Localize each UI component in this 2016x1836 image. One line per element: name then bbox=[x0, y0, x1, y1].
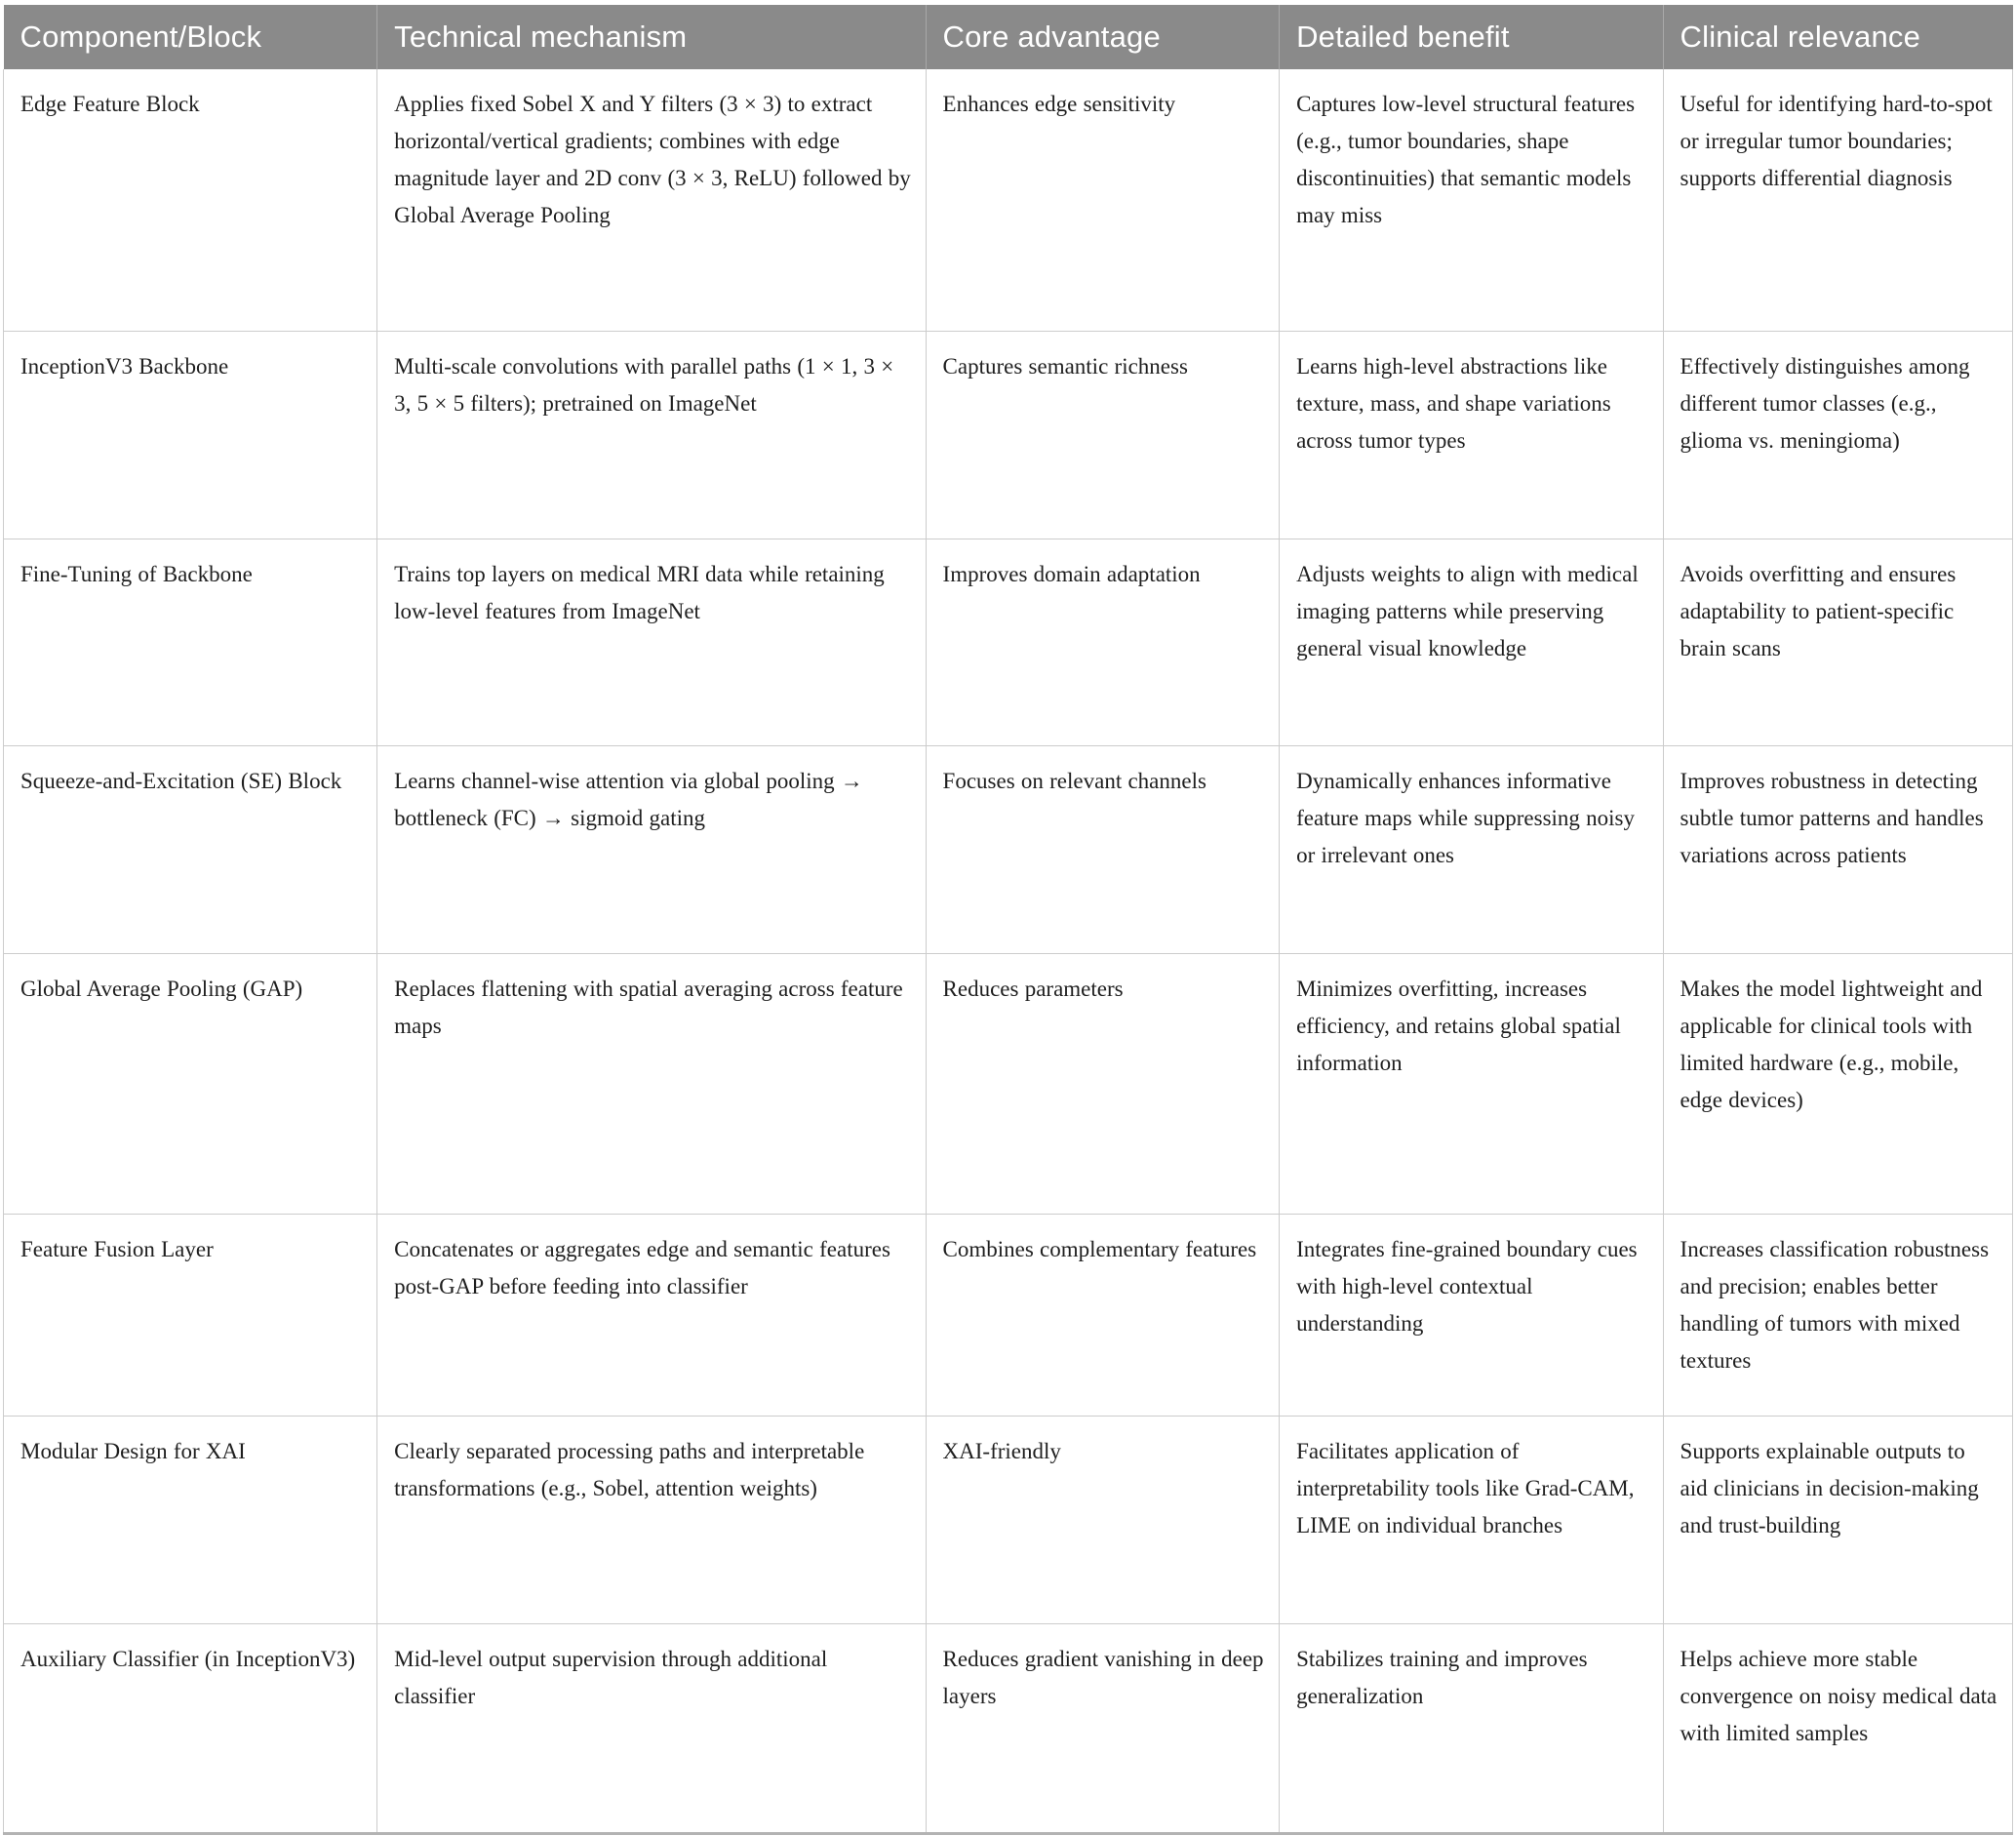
cell-relevance: Useful for identifying hard-to-spot or irregular tumor boundaries; supports differential diagnosis bbox=[1663, 69, 2012, 331]
cell-mechanism: Mid-level output supervision through additional classifier bbox=[377, 1623, 926, 1833]
cell-relevance: Increases classification robustness and precision; enables better handling of tumors with mixed textures bbox=[1663, 1214, 2012, 1416]
table-row bbox=[4, 953, 2013, 1214]
cell-benefit: Dynamically enhances informative feature maps while suppressing noisy or irrelevant ones bbox=[1280, 745, 1663, 953]
cell-advantage: Enhances edge sensitivity bbox=[926, 69, 1280, 331]
column-header-mechanism: Technical mechanism bbox=[377, 5, 926, 69]
cell-relevance: Supports explainable outputs to aid clinicians in decision-making and trust-building bbox=[1663, 1416, 2012, 1623]
cell-benefit: Learns high-level abstractions like texture, mass, and shape variations across tumor types bbox=[1280, 331, 1663, 539]
header-row bbox=[4, 5, 2013, 69]
cell-advantage: XAI-friendly bbox=[926, 1416, 1280, 1623]
table-row bbox=[4, 1214, 2013, 1416]
cell-advantage: Focuses on relevant channels bbox=[926, 745, 1280, 953]
cell-mechanism: Clearly separated processing paths and interpretable transformations (e.g., Sobel, attention weights) bbox=[377, 1416, 926, 1623]
cell-mechanism: Replaces flattening with spatial averaging across feature maps bbox=[377, 953, 926, 1214]
cell-mechanism: Multi-scale convolutions with parallel paths (1 × 1, 3 × 3, 5 × 5 filters); pretrained on ImageNet bbox=[377, 331, 926, 539]
table-row bbox=[4, 539, 2013, 745]
cell-benefit: Adjusts weights to align with medical imaging patterns while preserving general visual knowledge bbox=[1280, 539, 1663, 745]
table-header bbox=[4, 5, 2013, 69]
cell-advantage: Improves domain adaptation bbox=[926, 539, 1280, 745]
cell-component: InceptionV3 Backbone bbox=[4, 331, 377, 539]
table-row bbox=[4, 745, 2013, 953]
cell-component: Global Average Pooling (GAP) bbox=[4, 953, 377, 1214]
cell-advantage: Reduces parameters bbox=[926, 953, 1280, 1214]
cell-benefit: Facilitates application of interpretability tools like Grad-CAM, LIME on individual branches bbox=[1280, 1416, 1663, 1623]
cell-component: Modular Design for XAI bbox=[4, 1416, 377, 1623]
cell-benefit: Stabilizes training and improves generalization bbox=[1280, 1623, 1663, 1833]
cell-mechanism: Trains top layers on medical MRI data while retaining low-level features from ImageNet bbox=[377, 539, 926, 745]
cell-component: Squeeze-and-Excitation (SE) Block bbox=[4, 745, 377, 953]
table-row bbox=[4, 1623, 2013, 1833]
cell-component: Auxiliary Classifier (in InceptionV3) bbox=[4, 1623, 377, 1833]
table-body bbox=[4, 69, 2013, 1833]
cell-mechanism: Learns channel-wise attention via global pooling → bottleneck (FC) → sigmoid gating bbox=[377, 745, 926, 953]
cell-benefit: Captures low-level structural features (e.g., tumor boundaries, shape discontinuities) that semantic models may miss bbox=[1280, 69, 1663, 331]
cell-relevance: Makes the model lightweight and applicable for clinical tools with limited hardware (e.g., mobile, edge devices) bbox=[1663, 953, 2012, 1214]
table-row bbox=[4, 1416, 2013, 1623]
cell-advantage: Captures semantic richness bbox=[926, 331, 1280, 539]
column-header-benefit: Detailed benefit bbox=[1280, 5, 1663, 69]
cell-benefit: Integrates fine-grained boundary cues with high-level contextual understanding bbox=[1280, 1214, 1663, 1416]
cell-relevance: Avoids overfitting and ensures adaptability to patient-specific brain scans bbox=[1663, 539, 2012, 745]
model-components-table bbox=[3, 5, 2013, 1835]
table-row bbox=[4, 69, 2013, 331]
column-header-component: Component/Block bbox=[4, 5, 377, 69]
cell-benefit: Minimizes overfitting, increases efficiency, and retains global spatial information bbox=[1280, 953, 1663, 1214]
table-row bbox=[4, 331, 2013, 539]
column-header-relevance: Clinical relevance bbox=[1663, 5, 2012, 69]
cell-advantage: Reduces gradient vanishing in deep layers bbox=[926, 1623, 1280, 1833]
column-header-advantage: Core advantage bbox=[926, 5, 1280, 69]
cell-component: Fine-Tuning of Backbone bbox=[4, 539, 377, 745]
cell-relevance: Improves robustness in detecting subtle tumor patterns and handles variations across patients bbox=[1663, 745, 2012, 953]
cell-relevance: Helps achieve more stable convergence on noisy medical data with limited samples bbox=[1663, 1623, 2012, 1833]
cell-mechanism: Applies fixed Sobel X and Y filters (3 × 3) to extract horizontal/vertical gradients; combines with edge magnitude layer and 2D conv (3 × 3, ReLU) followed by Global Average Pooling bbox=[377, 69, 926, 331]
cell-component: Edge Feature Block bbox=[4, 69, 377, 331]
cell-component: Feature Fusion Layer bbox=[4, 1214, 377, 1416]
cell-advantage: Combines complementary features bbox=[926, 1214, 1280, 1416]
cell-mechanism: Concatenates or aggregates edge and semantic features post-GAP before feeding into classifier bbox=[377, 1214, 926, 1416]
cell-relevance: Effectively distinguishes among different tumor classes (e.g., glioma vs. meningioma) bbox=[1663, 331, 2012, 539]
